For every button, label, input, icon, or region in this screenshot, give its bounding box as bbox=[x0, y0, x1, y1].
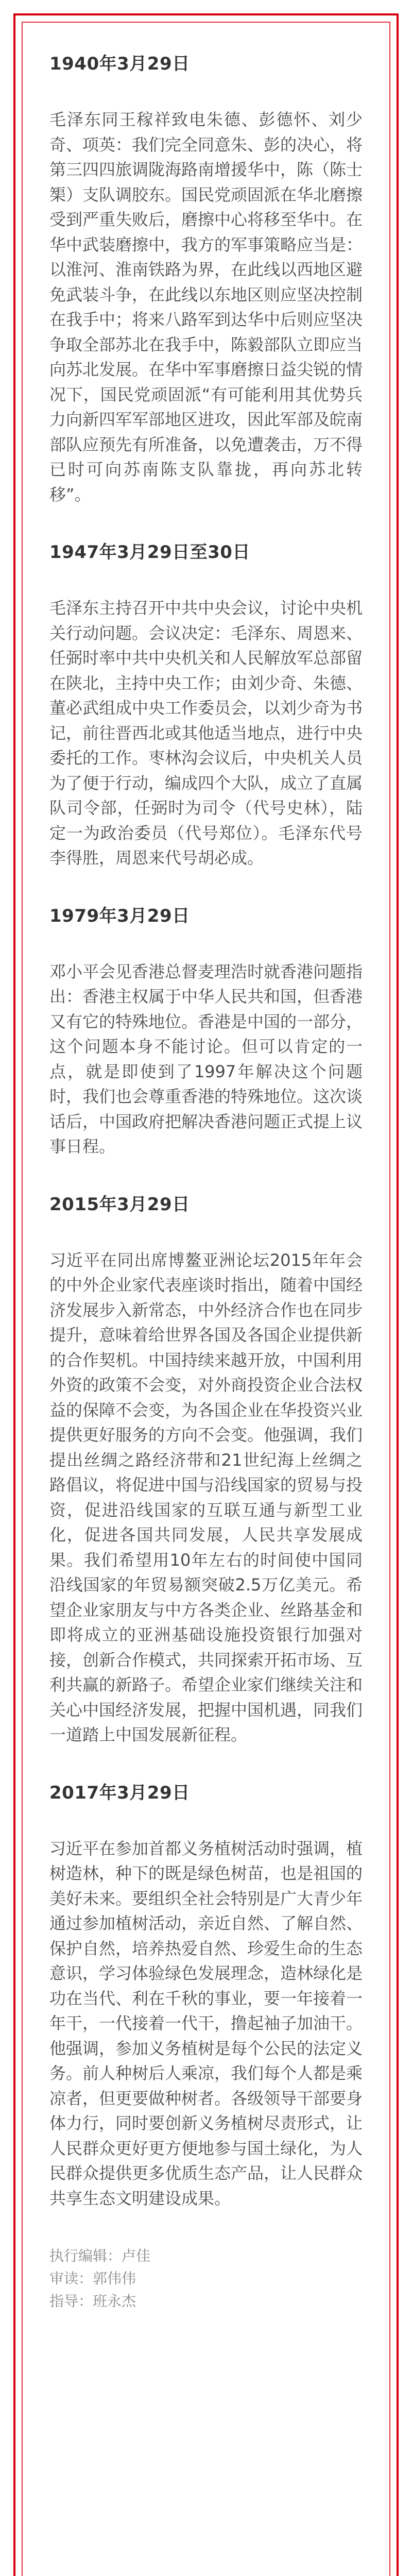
entry-2015 bbox=[49, 1193, 363, 1748]
entry-text: 邓小平会见香港总督麦理浩时就香港问题指出：香港主权属于中华人民共和国，但香港又有它的特殊地位。香港是中国的一部分，这个问题本身不能讨论。但可以肯定的一点，就是即使到了1997年解决这个问题时，我们也会尊重香港的特殊地位。这次谈话后，中国政府把解决香港问题正式提上议事日程。 bbox=[49, 961, 363, 1156]
entry-1940 bbox=[49, 53, 363, 507]
credit-supervisor: 指导：班永杰 bbox=[49, 2293, 136, 2310]
entry-1979 bbox=[49, 905, 363, 1159]
entry-text: 习近平在参加首都义务植树活动时强调，植树造林，种下的既是绿色树苗，也是祖国的美好未来。要组织全社会特别是广大青少年通过参加植树活动，亲近自然、了解自然、保护自然，培养热爱自然、珍爱生命的生态意识，学习体验绿色发展理念，造林绿化是功在当代、利在千秋的事业，要一年接着一年干，一代接着一代干，撸起袖子加油干。他强调，参加义务植树是每个公民的法定义务。前人种树后人乘凉，我们每个人都是乘凉者，但更要做种树者。各级领导干部要身体力行，同时要创新义务植树尽责形式，让人民群众更好更方便地参与国土绿化，为人民群众提供更多优质生态产品，让人民群众共享生态文明建设成果。 bbox=[49, 1838, 363, 2208]
entry-1947 bbox=[49, 541, 363, 871]
entry-date: 1940年3月29日 bbox=[49, 54, 190, 74]
credit-reviewer: 审读：郭伟伟 bbox=[49, 2270, 136, 2287]
entry-text: 毛泽东主持召开中共中央会议，讨论中央机关行动问题。会议决定：毛泽东、周恩来、任弼时率中共中央机关和人民解放军总部留在陕北，主持中央工作；由刘少奇、朱德、董必武组成中央工作委员会，以刘少奇为书记，前往晋西北或其他适当地点，进行中央委托的工作。枣林沟会议后，中央机关人员为了便于行动，编成四个大队，成立了直属队司令部，任弼时为司令（代号史林），陆定一为政治委员（代号郑位）。毛泽东代号李得胜，周恩来代号胡必成。 bbox=[49, 598, 363, 868]
entry-text: 习近平在同出席博鳌亚洲论坛2015年年会的中外企业家代表座谈时指出，随着中国经济发展步入新常态，中外经济合作也在同步提升，意味着给世界各国及各国企业提供新的合作契机。中国持续来越开放，中国利用外资的政策不会变，对外商投资企业合法权益的保障不会变，为各国企业在华投资兴业提供更好服务的方向不会变。他强调，我们提出丝绸之路经济带和21世纪海上丝绸之路倡议，将促进中国与沿线国家的贸易与投资，促进沿线国家的互联互通与新型工业化，促进各国共同发展，人民共享发展成果。我们希望用10年左右的时间使中国同沿线国家的年贸易额突破2.5万亿美元。希望企业家朋友与中方各类企业、丝路基金和即将成立的亚洲基础设施投资银行加强对接，创新合作模式，共同探索开拓市场、互利共赢的新路子。希望企业家们继续关注和关心中国经济发展，把握中国机遇，同我们一道踏上中国发展新征程。 bbox=[49, 1250, 363, 1744]
credit-editor: 执行编辑：卢佳 bbox=[49, 2247, 151, 2264]
entry-2017 bbox=[49, 1782, 363, 2211]
article-content bbox=[49, 53, 363, 2313]
entry-text: 毛泽东同王稼祥致电朱德、彭德怀、刘少奇、项英：我们完全同意朱、彭的决心，将第三四四旅调陇海路南增援华中，陈（陈士榘）支队调胶东。国民党顽固派在华北磨擦受到严重失败后，磨擦中心将移至华中。在华中武装磨擦中，我方的军事策略应当是：以淮河、淮南铁路为界，在此线以西地区避免武装斗争，在此线以东地区则应坚决控制在我手中；将来八路军到达华中后则应坚决争取全部苏北在我手中，陈毅部队立即应当向苏北发展。在华中军事磨擦日益尖锐的情况下，国民党顽固派“有可能利用其优势兵力向新四军军部地区进攻，因此军部及皖南部队应预先有所准备，以免遭袭击，万不得已时可向苏南陈支队靠拢，再向苏北转移”。 bbox=[49, 110, 363, 504]
entry-date: 2015年3月29日 bbox=[49, 1194, 190, 1215]
entry-date: 2017年3月29日 bbox=[49, 1782, 190, 1803]
entry-date: 1979年3月29日 bbox=[49, 905, 190, 926]
credits bbox=[49, 2245, 363, 2313]
entry-date: 1947年3月29日至30日 bbox=[49, 542, 250, 563]
